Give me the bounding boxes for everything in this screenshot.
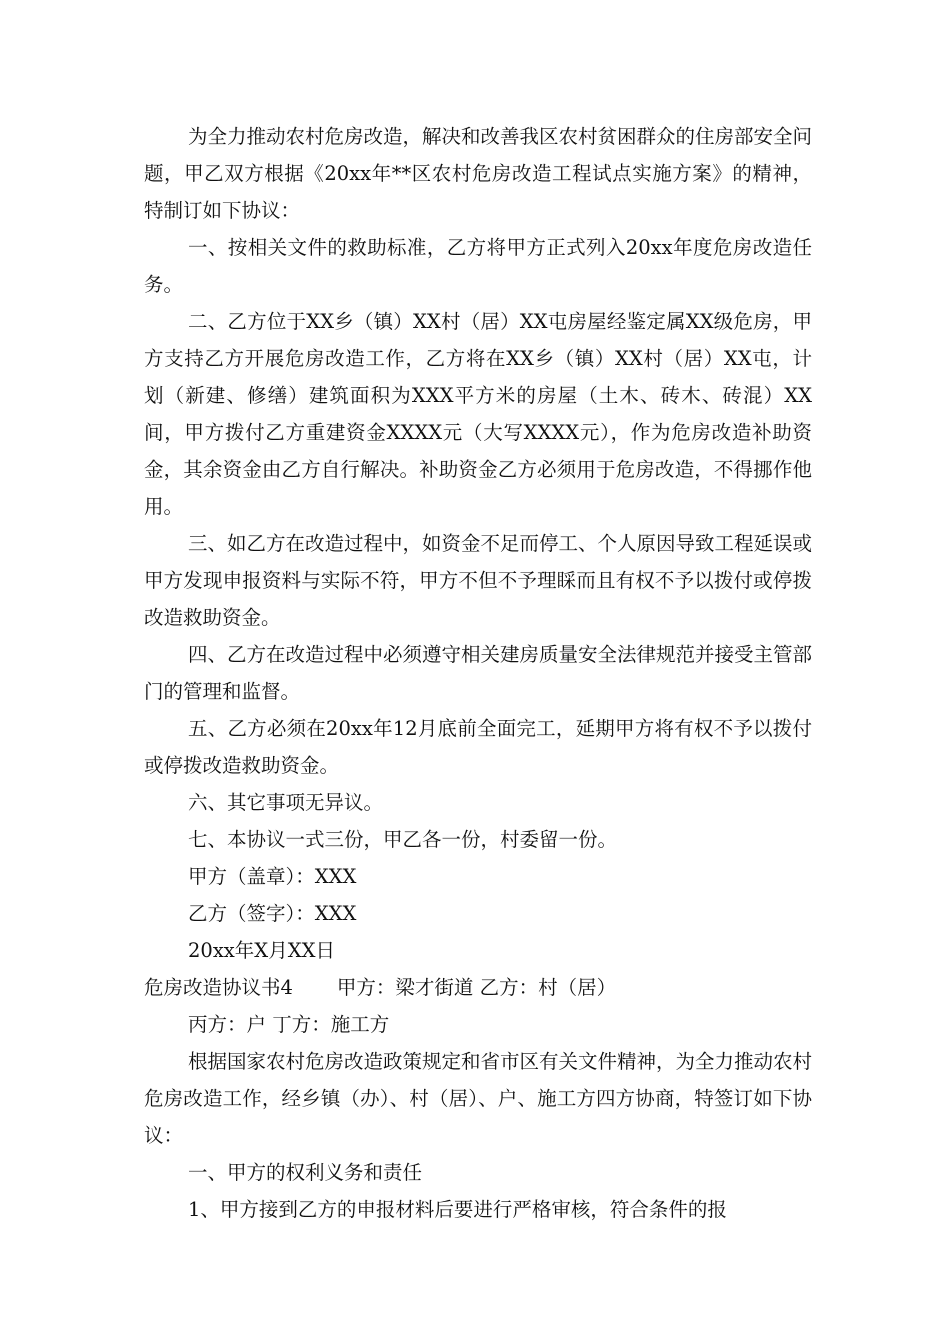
- section-4-preamble: 根据国家农村危房改造政策规定和省市区有关文件精神，为全力推动农村危房改造工作，经乡镇（办）、村（居）、户、施工方四方协商，特签订如下协议：: [144, 1050, 813, 1147]
- paragraph-item-4: 四、乙方在改造过程中必须遵守相关建房质量安全法律规范并接受主管部门的管理和监督。: [144, 643, 813, 703]
- paragraph-item-2: 二、乙方位于XX乡（镇）XX村（居）XX屯房屋经鉴定属XX级危房，甲方支持乙方开展危房改造工作，乙方将在XX乡（镇）XX村（居）XX屯，计划（新建、修缮）建筑面积为XXX平方米的房屋（土木、砖木、砖混）XX间，甲方拨付乙方重建资金XXXX元（大写XXXX元），作为危房改造补助资金，其余资金由乙方自行解决。补助资金乙方必须用于危房改造，不得挪作他用。: [144, 310, 812, 518]
- signature-party-b: 乙方（签字）：XXX: [188, 902, 357, 925]
- paragraph-item-1: 一、按相关文件的救助标准，乙方将甲方正式列入20xx年度危房改造任务。: [144, 236, 812, 296]
- paragraph-item-3: 三、如乙方在改造过程中，如资金不足而停工、个人原因导致工程延误或甲方发现申报资料与实际不符，甲方不但不予理睬而且有权不予以拨付或停拨改造救助资金。: [144, 532, 813, 629]
- section-4-parties-cd: 丙方：户 丁方：施工方: [188, 1013, 390, 1036]
- paragraph-item-7: 七、本协议一式三份，甲乙各一份，村委留一份。: [188, 828, 618, 851]
- document-page: [144, 118, 812, 1228]
- section-4-heading-1: 一、甲方的权利义务和责任: [188, 1161, 423, 1184]
- section-4-parties-ab: 甲方：梁才街道 乙方：村（居）: [336, 976, 617, 999]
- paragraph-item-6: 六、其它事项无异议。: [188, 791, 384, 814]
- section-4-title: 危房改造协议书4: [144, 976, 293, 999]
- paragraph-intro: 为全力推动农村危房改造，解决和改善我区农村贫困群众的住房部安全问题，甲乙双方根据《20xx年**区农村危房改造工程试点实施方案》的精神，特制订如下协议：: [144, 125, 813, 222]
- paragraph-item-5: 五、乙方必须在20xx年12月底前全面完工，延期甲方将有权不予以拨付或停拨改造救助资金。: [144, 717, 812, 777]
- section-4-header: [144, 969, 812, 1006]
- signature-date: 20xx年X月XX日: [188, 939, 335, 962]
- signature-party-a: 甲方（盖章）：XXX: [188, 865, 357, 888]
- section-4-clause-1: 1、甲方接到乙方的申报材料后要进行严格审核，符合条件的报: [188, 1198, 727, 1221]
